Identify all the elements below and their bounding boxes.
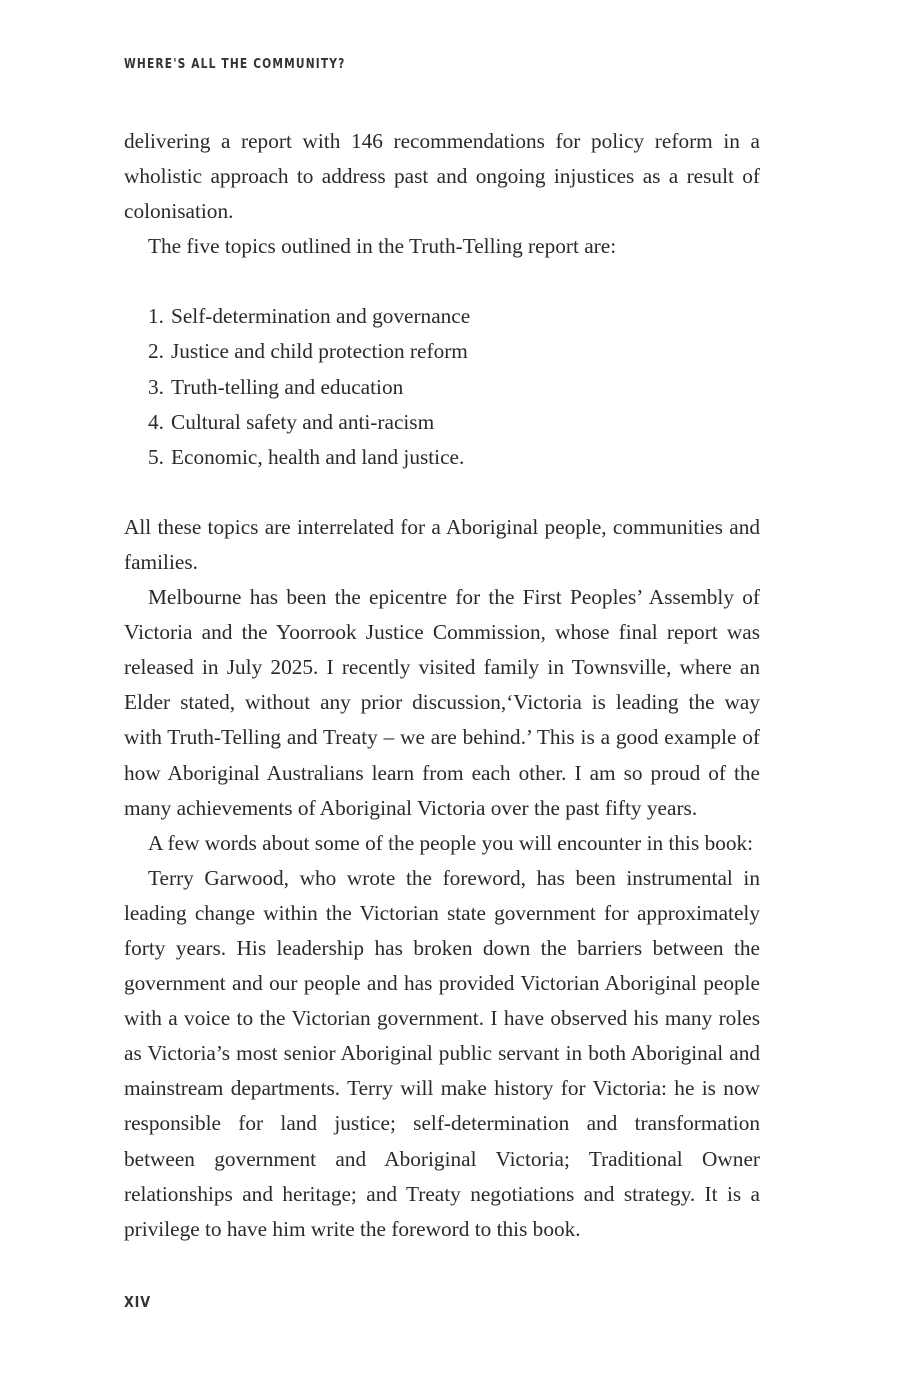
page-number: XIV (124, 1293, 152, 1311)
list-item-text: Justice and child protection reform (171, 339, 468, 364)
list-item-number: 3. (148, 374, 164, 399)
list-item (148, 334, 760, 369)
paragraph: delivering a report with 146 recommendations for policy reform in a wholistic approach to address past and ongoing injustices as a result of colonisation. (124, 129, 760, 224)
list-item-number: 2. (148, 339, 164, 364)
paragraph: Terry Garwood, who wrote the foreword, has been instrumental in leading change within the Victorian state government for approximately forty years. His leadership has broken down the barriers between the government and our people and has provided Victorian Aboriginal people with a voice to the Victorian government. I have observed his many roles as Victoria’s most senior Aboriginal public servant in both Aboriginal and mainstream departments. Terry will make history for Victoria: he is now responsible for land justice; self-determination and transformation between government and Aboriginal Victoria; Traditional Owner relationships and heritage; and Treaty negotiations and strategy. It is a privilege to have him write the foreword to this book. (124, 865, 760, 1241)
paragraph: A few words about some of the people you will encounter in this book: (148, 830, 754, 855)
list-item-number: 5. (148, 444, 164, 469)
list-item-number: 4. (148, 409, 164, 434)
running-head: WHERE'S ALL THE COMMUNITY? (124, 57, 346, 72)
list-item-number: 1. (148, 304, 164, 329)
list-item (148, 440, 760, 475)
list-item (148, 405, 760, 440)
list-item-text: Self-determination and governance (171, 304, 471, 329)
paragraph: The five topics outlined in the Truth-Telling report are: (148, 234, 617, 259)
numbered-list (124, 299, 760, 474)
list-item (148, 299, 760, 334)
paragraph: Melbourne has been the epicentre for the First Peoples’ Assembly of Victoria and the Yoorrook Justice Commission, whose final report was released in July 2025. I recently visited family in Townsville, where an Elder stated, without any prior discussion,‘Victoria is leading the way with Truth-Telling and Treaty – we are behind.’ This is a good example of how Aboriginal Australians learn from each other. I am so proud of the many achievements of Aboriginal Victoria over the past fifty years. (124, 585, 760, 820)
list-item-text: Economic, health and land justice. (171, 444, 465, 469)
list-item-text: Cultural safety and anti-racism (171, 409, 435, 434)
list-item-text: Truth-telling and education (171, 374, 404, 399)
body-text (124, 124, 760, 1247)
list-item (148, 370, 760, 405)
paragraph: All these topics are interrelated for a Aboriginal people, communities and families. (124, 514, 760, 574)
